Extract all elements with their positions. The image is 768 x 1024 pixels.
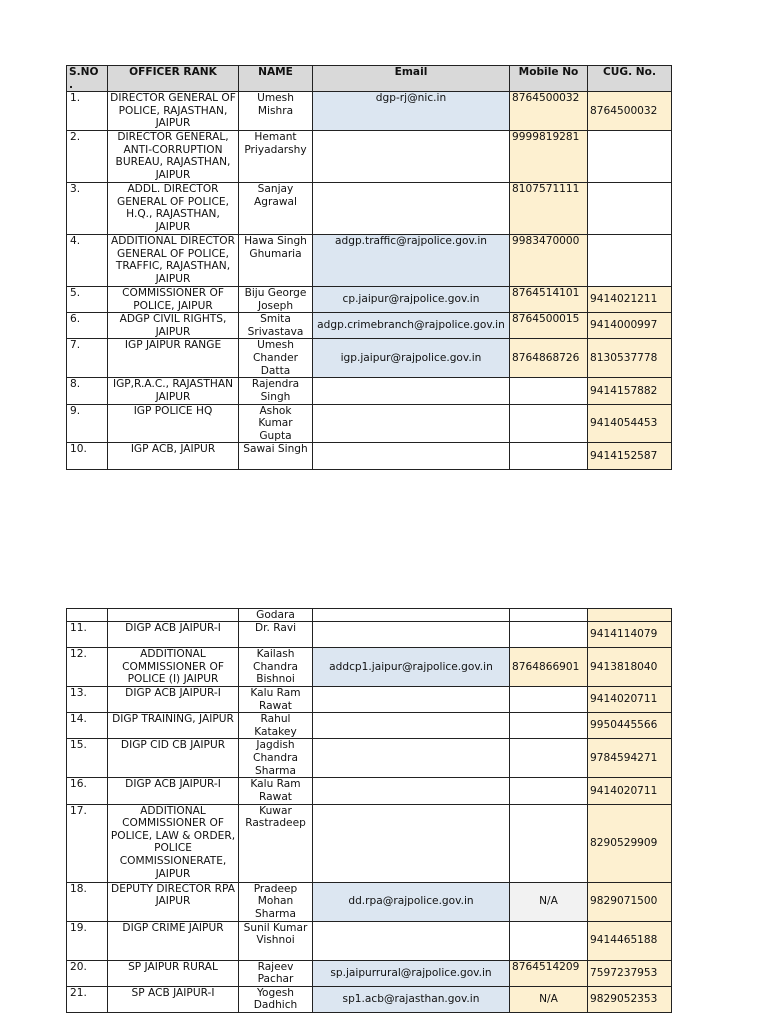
rank-cell [108,609,239,622]
sno-cell: 7. [67,339,108,378]
cug-cell: 9414020711 [588,778,672,804]
mobile-cell: N/A [510,986,588,1012]
sno-cell: 8. [67,378,108,404]
rank-cell: DIGP CID CB JAIPUR [108,739,239,778]
cug-cell [588,234,672,286]
email-cell [313,130,510,182]
cug-cell: 8290529909 [588,804,672,882]
email-cell [313,378,510,404]
name-cell: Sunil Kumar Vishnoi [239,921,313,960]
officer-contact-table-2 [66,608,672,1013]
mobile-cell [510,404,588,443]
email-cell[interactable]: sp1.acb@rajasthan.gov.in [313,986,510,1012]
email-cell [313,713,510,739]
table-row [67,804,672,882]
header-rank: OFFICER RANK [108,66,239,92]
sno-cell: 16. [67,778,108,804]
cug-cell: 9784594271 [588,739,672,778]
rank-cell: ADDITIONAL DIRECTOR GENERAL OF POLICE, TRAFFIC, RAJASTHAN, JAIPUR [108,234,239,286]
name-cell: Dr. Ravi [239,622,313,648]
table-row [67,182,672,234]
mobile-cell: 8107571111 [510,182,588,234]
rank-cell: ADDL. DIRECTOR GENERAL OF POLICE, H.Q., RAJASTHAN, JAIPUR [108,182,239,234]
rank-cell: SP ACB JAIPUR-I [108,986,239,1012]
email-cell [313,443,510,470]
rank-cell: IGP JAIPUR RANGE [108,339,239,378]
name-cell: Hemant Priyadarshy [239,130,313,182]
email-cell [313,182,510,234]
sno-cell: 12. [67,648,108,687]
cug-cell: 9414152587 [588,443,672,470]
mobile-cell [510,921,588,960]
table-row [67,92,672,131]
table-row [67,739,672,778]
cug-cell: 9414020711 [588,687,672,713]
mobile-cell [510,378,588,404]
name-cell: Rahul Katakey [239,713,313,739]
cug-cell: 9829071500 [588,882,672,921]
sno-cell: 4. [67,234,108,286]
name-cell: Umesh Mishra [239,92,313,131]
sno-cell: 21. [67,986,108,1012]
mobile-cell: 8764500015 [510,313,588,339]
sno-cell: 10. [67,443,108,470]
cug-cell: 9414021211 [588,286,672,312]
header-name: NAME [239,66,313,92]
cug-cell: 8764500032 [588,92,672,131]
table-row [67,921,672,960]
cug-cell: 9829052353 [588,986,672,1012]
rank-cell: IGP POLICE HQ [108,404,239,443]
table-row [67,130,672,182]
rank-cell: DEPUTY DIRECTOR RPA JAIPUR [108,882,239,921]
mobile-cell [510,739,588,778]
cug-cell: 9414114079 [588,622,672,648]
cug-cell [588,182,672,234]
table-row [67,404,672,443]
name-cell: Biju George Joseph [239,286,313,312]
rank-cell: IGP,R.A.C., RAJASTHAN JAIPUR [108,378,239,404]
cug-cell: 9950445566 [588,713,672,739]
officer-contact-table-1 [66,65,672,470]
sno-cell: 15. [67,739,108,778]
mobile-cell [510,687,588,713]
header-email: Email [313,66,510,92]
email-cell [313,804,510,882]
cug-cell: 9414465188 [588,921,672,960]
rank-cell: DIGP ACB JAIPUR-I [108,778,239,804]
mobile-cell [510,622,588,648]
rank-cell: DIGP CRIME JAIPUR [108,921,239,960]
name-cell: Pradeep Mohan Sharma [239,882,313,921]
table-row [67,378,672,404]
cug-cell [588,130,672,182]
email-cell[interactable]: igp.jaipur@rajpolice.gov.in [313,339,510,378]
name-cell: Kalu Ram Rawat [239,687,313,713]
email-cell[interactable]: adgp.traffic@rajpolice.gov.in [313,234,510,286]
mobile-cell: 8764500032 [510,92,588,131]
name-cell: Godara [239,609,313,622]
cug-cell: 9414054453 [588,404,672,443]
email-cell[interactable]: dd.rpa@rajpolice.gov.in [313,882,510,921]
mobile-cell: 8764866901 [510,648,588,687]
name-cell: Ashok Kumar Gupta [239,404,313,443]
email-cell[interactable]: dgp-rj@nic.in [313,92,510,131]
table-row [67,648,672,687]
table-row [67,313,672,339]
sno-cell: 9. [67,404,108,443]
table-row [67,234,672,286]
carry-over-row [67,609,672,622]
name-cell: Jagdish Chandra Sharma [239,739,313,778]
name-cell: Sawai Singh [239,443,313,470]
email-cell [313,622,510,648]
table-row [67,882,672,921]
name-cell: Rajendra Singh [239,378,313,404]
rank-cell: ADDITIONAL COMMISSIONER OF POLICE, LAW & ORDER, POLICE COMMISSIONERATE, JAIPUR [108,804,239,882]
name-cell: Smita Srivastava [239,313,313,339]
rank-cell: IGP ACB, JAIPUR [108,443,239,470]
rank-cell: COMMISSIONER OF POLICE, JAIPUR [108,286,239,312]
sno-cell: 13. [67,687,108,713]
mobile-cell: 8764868726 [510,339,588,378]
sno-cell: 5. [67,286,108,312]
email-cell [313,687,510,713]
table-row [67,339,672,378]
email-cell[interactable]: sp.jaipurrural@rajpolice.gov.in [313,960,510,986]
name-cell: Sanjay Agrawal [239,182,313,234]
cug-cell: 8130537778 [588,339,672,378]
email-cell[interactable]: adgp.crimebranch@rajpolice.gov.in [313,313,510,339]
table-row [67,687,672,713]
rank-cell: ADGP CIVIL RIGHTS, JAIPUR [108,313,239,339]
cug-cell [588,609,672,622]
cug-cell: 9414000997 [588,313,672,339]
email-cell[interactable]: cp.jaipur@rajpolice.gov.in [313,286,510,312]
mobile-cell [510,443,588,470]
header-cug: CUG. No. [588,66,672,92]
name-cell: Kailash Chandra Bishnoi [239,648,313,687]
rank-cell: DIRECTOR GENERAL OF POLICE, RAJASTHAN, JAIPUR [108,92,239,131]
sno-cell: 19. [67,921,108,960]
mobile-cell: 9999819281 [510,130,588,182]
email-cell [313,739,510,778]
mobile-cell [510,609,588,622]
cug-cell: 7597237953 [588,960,672,986]
table-row [67,986,672,1012]
table-header-row [67,66,672,92]
rank-cell: SP JAIPUR RURAL [108,960,239,986]
table-row [67,443,672,470]
mobile-cell: 9983470000 [510,234,588,286]
sno-cell: 1. [67,92,108,131]
sno-cell: 11. [67,622,108,648]
table-row [67,960,672,986]
table-row [67,713,672,739]
cug-cell: 9414157882 [588,378,672,404]
table-row [67,286,672,312]
table-row [67,622,672,648]
sno-cell: 17. [67,804,108,882]
header-sno: S.NO . [67,66,108,92]
name-cell: Rajeev Pachar [239,960,313,986]
sno-cell: 6. [67,313,108,339]
rank-cell: DIRECTOR GENERAL, ANTI-CORRUPTION BUREAU, RAJASTHAN, JAIPUR [108,130,239,182]
sno-cell [67,609,108,622]
name-cell: Yogesh Dadhich [239,986,313,1012]
table-row [67,778,672,804]
sno-cell: 20. [67,960,108,986]
sno-cell: 3. [67,182,108,234]
rank-cell: DIGP ACB JAIPUR-I [108,622,239,648]
email-cell [313,778,510,804]
name-cell: Hawa Singh Ghumaria [239,234,313,286]
name-cell: Kuwar Rastradeep [239,804,313,882]
cug-cell: 9413818040 [588,648,672,687]
email-cell [313,921,510,960]
sno-cell: 18. [67,882,108,921]
mobile-cell [510,804,588,882]
email-cell [313,404,510,443]
name-cell: Kalu Ram Rawat [239,778,313,804]
mobile-cell [510,713,588,739]
header-mobile: Mobile No [510,66,588,92]
mobile-cell [510,778,588,804]
mobile-cell: N/A [510,882,588,921]
email-cell [313,609,510,622]
mobile-cell: 8764514101 [510,286,588,312]
rank-cell: ADDITIONAL COMMISSIONER OF POLICE (I) JAIPUR [108,648,239,687]
sno-cell: 14. [67,713,108,739]
email-cell[interactable]: addcp1.jaipur@rajpolice.gov.in [313,648,510,687]
rank-cell: DIGP ACB JAIPUR-I [108,687,239,713]
mobile-cell: 8764514209 [510,960,588,986]
rank-cell: DIGP TRAINING, JAIPUR [108,713,239,739]
sno-cell: 2. [67,130,108,182]
name-cell: Umesh Chander Datta [239,339,313,378]
